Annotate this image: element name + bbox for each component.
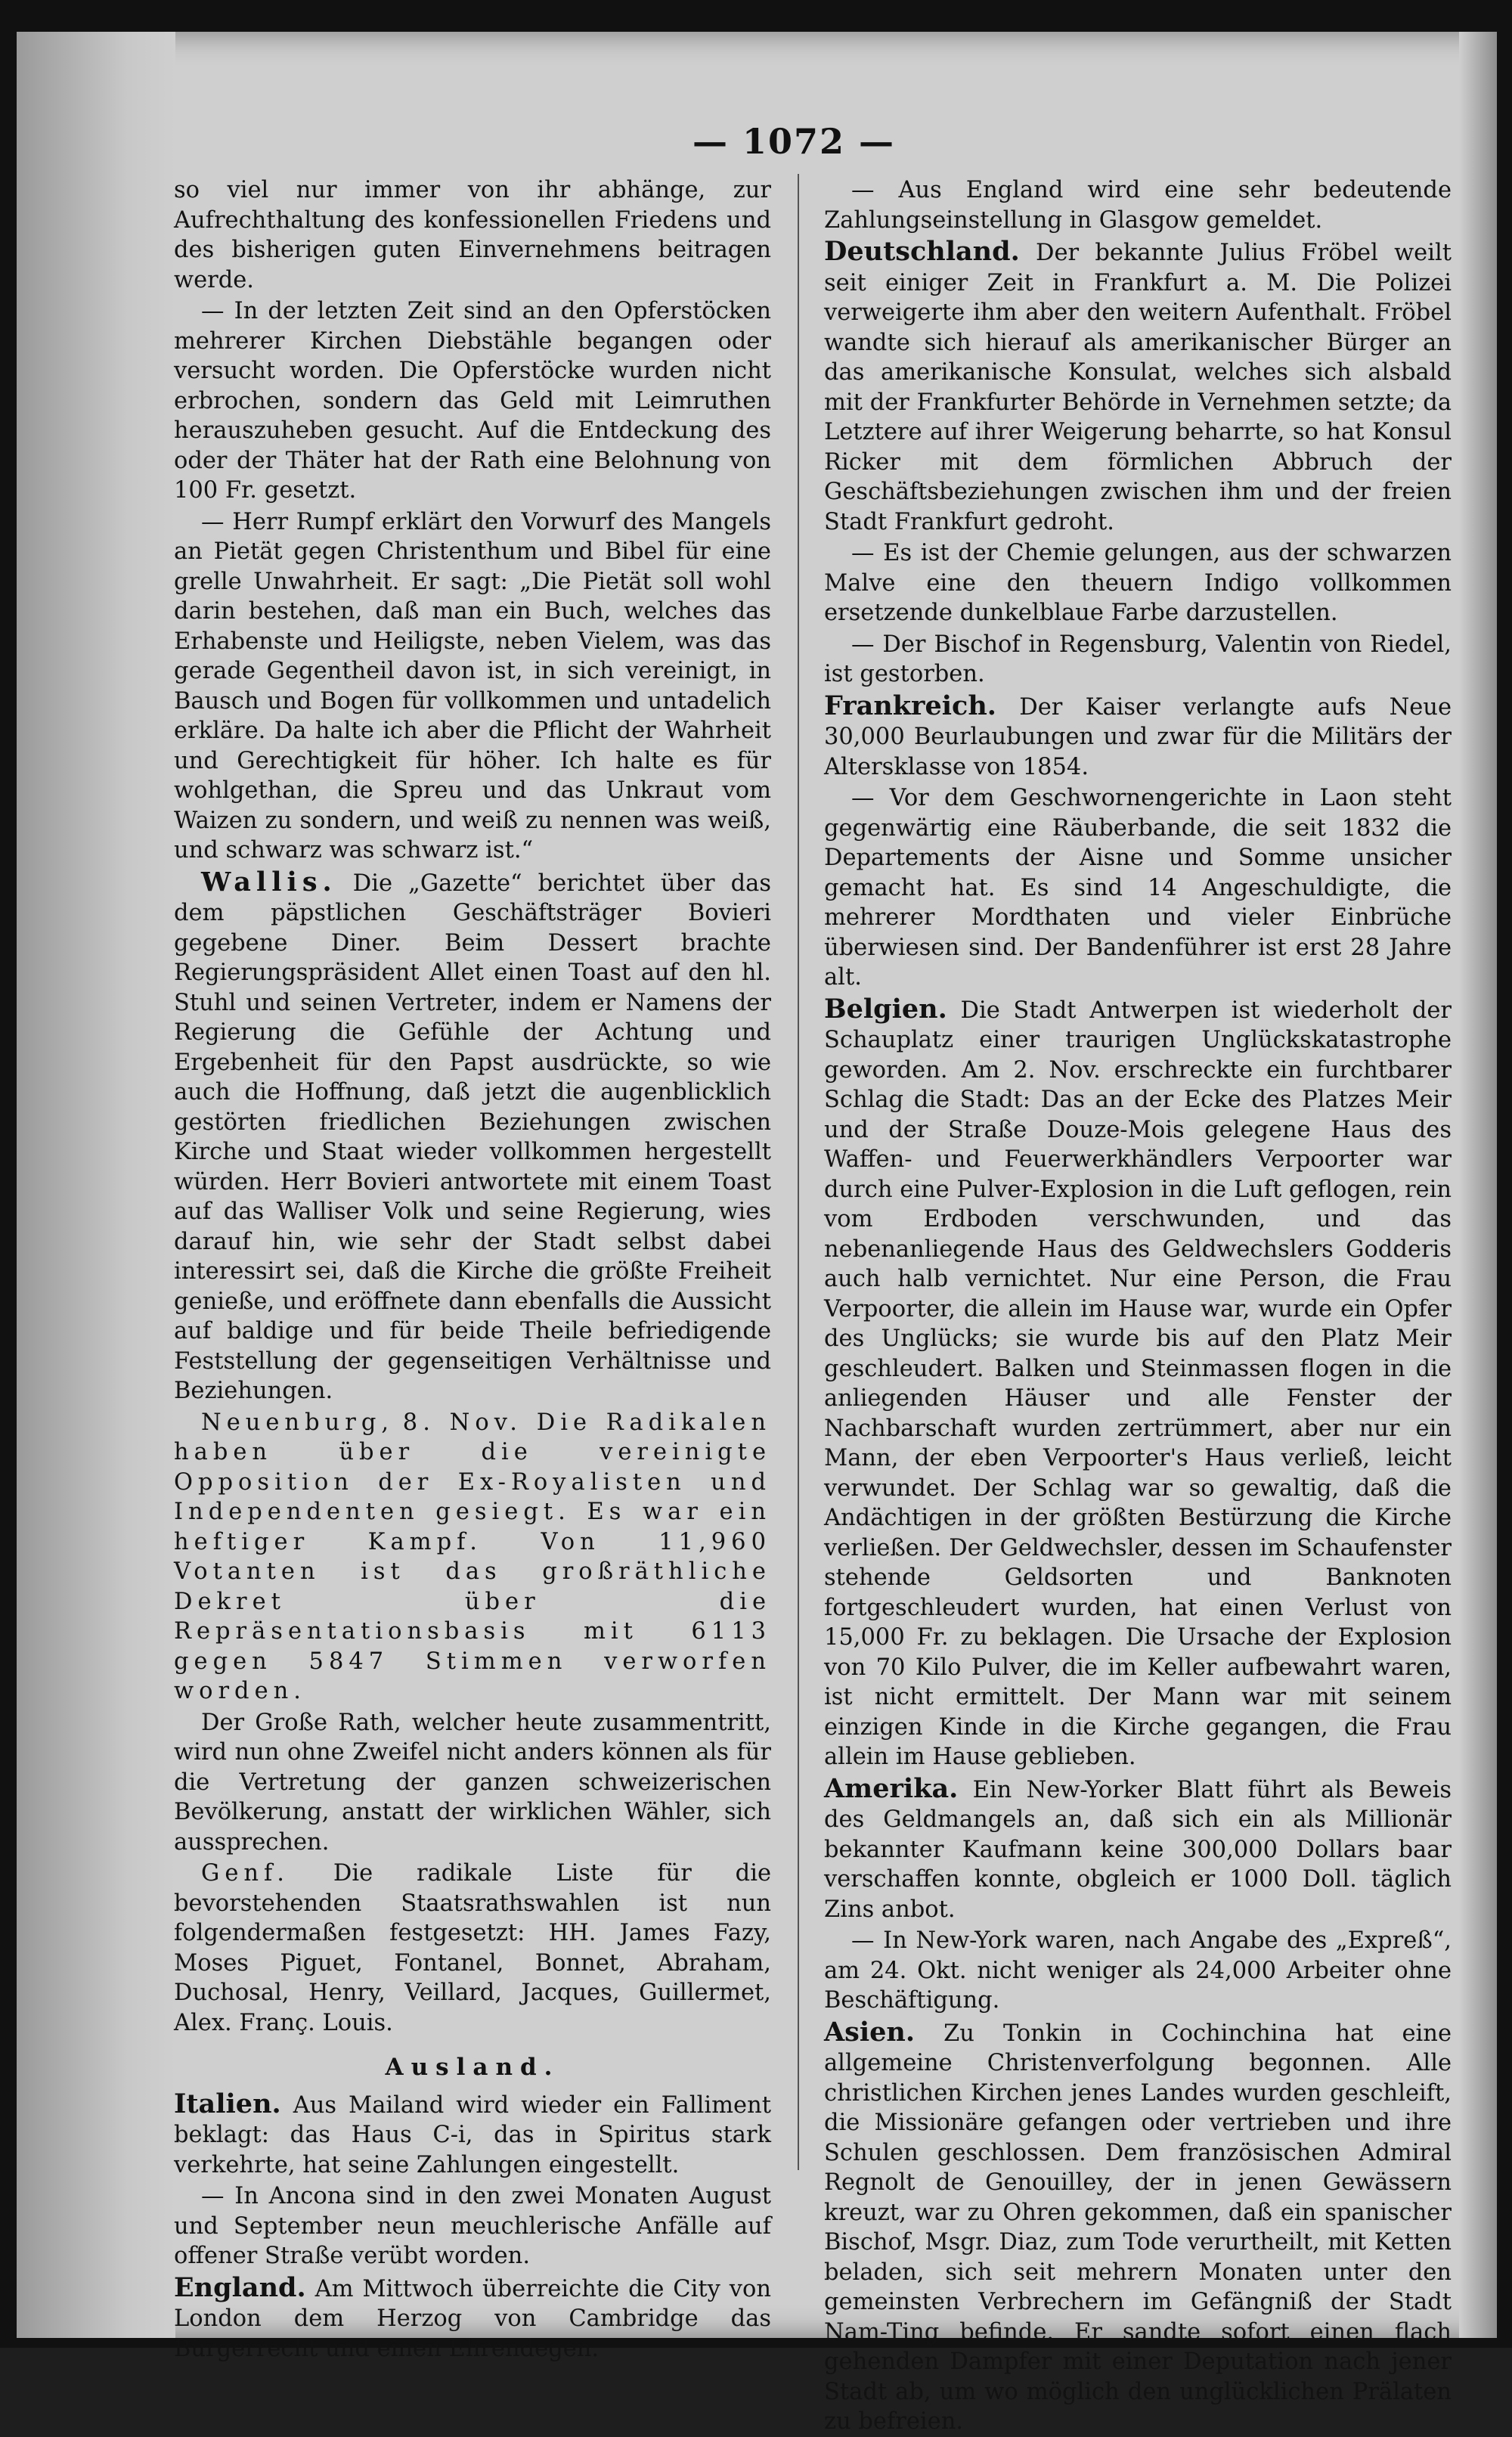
article-text: Zu Tonkin in Cochinchina hat eine allgemeine Christenverfolgung begonnen. Alle christlichen Kirchen jenes Landes wurden geschleift, die Missionäre gefangen oder vertrieben und ihre Schulen geschlossen. Dem französischen Admiral Regnolt de Genouilley, der in jenen Gewässern kreuzt, war zu Ohren gekommen, daß ein spanischer Bischof, Msgr. Diaz, zum Tode verurtheilt, mit Ketten beladen, sich seit mehrern Monaten unter den gemeinsten Verbrechern im Gefängniß der Stadt Nam-Ting befinde. Er sandte sofort einen flach gehenden Dampfer mit einer Deputation nach jener Stadt ab, um wo möglich den unglücklichen Prälaten zu befreien. — [824, 2020, 1452, 2435]
paragraph: — Der Bischof in Regensburg, Valentin von Riedel, ist gestorben. — [824, 631, 1452, 687]
page-edge-shadow — [1459, 32, 1497, 2338]
article — [174, 1859, 771, 2038]
section-heading-england: England. — [174, 2271, 306, 2303]
article-text: Die Stadt Antwerpen ist wiederholt der Schauplatz einer traurigen Unglückskatastrophe geworden. Am 2. Nov. erschreckte ein furchtbarer Schlag die Stadt: Das an der Ecke des Platzes Meir und der Straße Douze-Mois gelegene Haus des Waffen- und Feuerwerkhändlers Verpoorter war durch eine Pulver-Explosion in die Luft geflogen, rein vom Erdboden verschwunden, und das nebenanliegende Haus des Geldwechslers Godderis auch halb vernichtet. Nur eine Person, die Frau Verpoorter, die allein im Hause war, wurde ein Opfer des Unglücks; sie wurde bis auf den Platz Meir geschleudert. Balken und Steinmassen flogen in die anliegenden Häuser und alle Fenster der Nachbarschaft wurden zertrümmert, aber nur ein Mann, der eben Verpoorter's Haus verließ, leicht verwundet. Der Schlag war so gewaltig, daß die Andächtigen in der größten Bestürzung die Kirche verließen. Der Geldwechsler, dessen im Schaufenster stehende Geldsorten und Banknoten fortgeschleudert wurden, hat einen Verlust von 15,000 Fr. zu beklagen. Die Ursache der Explosion von 70 Kilo Pulver, die im Keller aufbewahrt waren, ist nicht ermittelt. Der Mann war mit seinem einzigen Kinde in die Kirche gegangen, die Frau allein im Hause geblieben. — [824, 997, 1452, 1770]
article-text: Die radikale Liste für die bevorstehenden Staatsrathswahlen ist nun folgendermaßen festgesetzt: HH. James Fazy, Moses Piguet, Fontanel, Bonnet, Abraham, Duchosal, Henry, Veillard, Jacques, Guillermet, Alex. Franç. Louis. — [174, 1860, 771, 2036]
page-binding-shadow — [17, 32, 175, 2338]
column-divider — [798, 174, 799, 2170]
article — [824, 2017, 1452, 2437]
section-heading-belgien: Belgien. — [824, 993, 947, 1025]
article-text: Der bekannte Julius Fröbel weilt seit einiger Zeit in Frankfurt a. M. Die Polizei verweigerte ihm aber den weitern Aufenthalt. Fröbel wandte sich hierauf als amerikanischer Bürger an das amerikanische Konsulat, welches sich alsbald mit der Frankfurter Behörde in Vernehmen setzte; da Letztere auf ihrer Weigerung beharrte, so hat Konsul Ricker mit dem förmlichen Abbruch der Geschäftsbeziehungen zwischen ihm und der freien Stadt Frankfurt gedroht. — [824, 240, 1452, 535]
article — [824, 994, 1452, 1772]
paragraph: — In der letzten Zeit sind an den Opferstöcken mehrerer Kirchen Diebstähle begangen oder versucht worden. Die Opferstöcke wurden nicht erbrochen, sondern das Geld mit Leimruthen herauszuheben gesucht. Auf die Entdeckung des oder der Thäter hat der Rath eine Belohnung von 100 Fr. gesetzt. — [174, 298, 771, 504]
article — [174, 2089, 771, 2181]
article — [174, 1408, 771, 1707]
paragraph: so viel nur immer von ihr abhänge, zur Aufrechthaltung des konfessionellen Friedens und des bisherigen guten Einvernehmens beitragen werde. — [174, 177, 771, 293]
paragraph: — Vor dem Geschwornengerichte in Laon steht gegenwärtig eine Räuberbande, die seit 1832 die Departements der Aisne und Somme unsicher gemacht hat. Es sind 14 Angeschuldigte, die mehrerer Mordthaten und vieler Einbrüche überwiesen sind. Der Bandenführer ist erst 28 Jahre alt. — [824, 785, 1452, 991]
article — [824, 237, 1452, 537]
article-text: Die „Gazette“ berichtet über das dem päpstlichen Geschäftsträger Bovieri gegebene Diner. Beim Dessert brachte Regierungspräsident Allet einen Toast auf den hl. Stuhl und seinen Vertreter, indem er Namens der Regierung die Gefühle der Achtung und Ergebenheit für den Papst ausdrückte, so wie auch die Hoffnung, daß jetzt die augenblicklich gestörten friedlichen Beziehungen zwischen Kirche und Staat wieder vollkommen hergestellt würden. Herr Bovieri antwortete mit einem Toast auf das Walliser Volk und seine Regierung, wies darauf hin, wie sehr der Stadt selbst dabei interessirt sei, daß die Kirche die größte Freiheit genieße, und eröffnete dann ebenfalls die Aussicht auf baldige und für beide Theile befriedigende Feststellung der gegenseitigen Verhältnisse und Beziehungen. — [174, 870, 772, 1404]
paragraph: — Herr Rumpf erklärt den Vorwurf des Mangels an Pietät gegen Christenthum und Bibel für eine grelle Unwahrheit. Er sagt: „Die Pietät soll wohl darin bestehen, daß man ein Buch, welches das Erhabenste und Heiligste, neben Vielem, was das gerade Gegentheil davon ist, in sich vereinigt, in Bausch und Bogen für vollkommen und untadelich erkläre. Da halte ich aber die Pflicht der Wahrheit und Gerechtigkeit für höher. Ich halte es für wohlgethan, die Spreu und das Unkraut vom Waizen zu sondern, und weiß zu nennen was weiß, und schwarz was schwarz ist.“ — [174, 508, 771, 863]
section-heading-neuenburg: Neuenburg, — [201, 1409, 395, 1436]
section-heading-asien: Asien. — [824, 2016, 916, 2048]
article-text: Am Mittwoch überreichte die City von London dem Herzog von Cambridge das Bürgerrecht und einen Ehrendegen. — [174, 2275, 771, 2362]
article-text: Ein New-Yorker Blatt führt als Beweis des Geldmangels an, daß sich ein als Millionär bekannter Kaufmann keine 300,000 Dollars baar verschaffen konnte, obgleich er 1000 Doll. täglich Zins anbot. — [824, 1776, 1452, 1923]
section-heading-italien: Italien. — [174, 2088, 281, 2119]
section-heading-genf: Genf. — [201, 1860, 290, 1887]
page-number: — 1072 — — [692, 121, 896, 162]
article-text: 8. Nov. Die Radikalen haben über die vereinigte Opposition der Ex-Royalisten und Independenten gesiegt. Es war ein heftiger Kampf. Von 11,960 Votanten ist das großräthliche Dekret über die Repräsentationsbasis mit 6113 gegen 5847 Stimmen verworfen worden. — [174, 1409, 771, 1704]
left-column — [174, 175, 772, 2362]
section-heading-deutschland: Deutschland. — [824, 236, 1020, 267]
right-column — [824, 175, 1452, 2435]
article-text: Aus Mailand wird wieder ein Falliment beklagt: das Haus C-i, das in Spiritus stark verkehrte, hat seine Zahlungen eingestellt. — [174, 2091, 771, 2178]
article — [174, 2273, 771, 2364]
paragraph: — In New-York waren, nach Angabe des „Expreß“, am 24. Okt. nicht weniger als 24,000 Arbeiter ohne Beschäftigung. — [824, 1927, 1452, 2014]
paragraph: Der Große Rath, welcher heute zusammentritt, wird nun ohne Zweifel nicht anders können als für die Vertretung der ganzen schweizerischen Bevölkerung, anstatt der wirklichen Wähler, sich aussprechen. — [174, 1709, 771, 1856]
paragraph: — In Ancona sind in den zwei Monaten August und September neun meuchlerische Anfälle auf offener Straße verübt worden. — [174, 2183, 771, 2269]
paragraph: — Aus England wird eine sehr bedeutende Zahlungseinstellung in Glasgow gemeldet. — [824, 177, 1452, 234]
section-heading-ausland: Ausland. — [385, 2054, 560, 2081]
section-heading-amerika: Amerika. — [824, 1772, 959, 1804]
section-heading-wallis: Wallis. — [201, 866, 337, 898]
article-text: Der Kaiser verlangte aufs Neue 30,000 Beurlaubungen und zwar für die Militärs der Altersklasse von 1854. — [824, 693, 1452, 780]
article — [824, 691, 1452, 783]
article — [174, 867, 771, 1406]
article — [824, 1774, 1452, 1925]
paragraph: — Es ist der Chemie gelungen, aus der schwarzen Malve eine den theuern Indigo vollkommen ersetzende dunkelblaue Farbe darzustellen. — [824, 540, 1452, 626]
section-heading-frankreich: Frankreich. — [824, 690, 996, 721]
